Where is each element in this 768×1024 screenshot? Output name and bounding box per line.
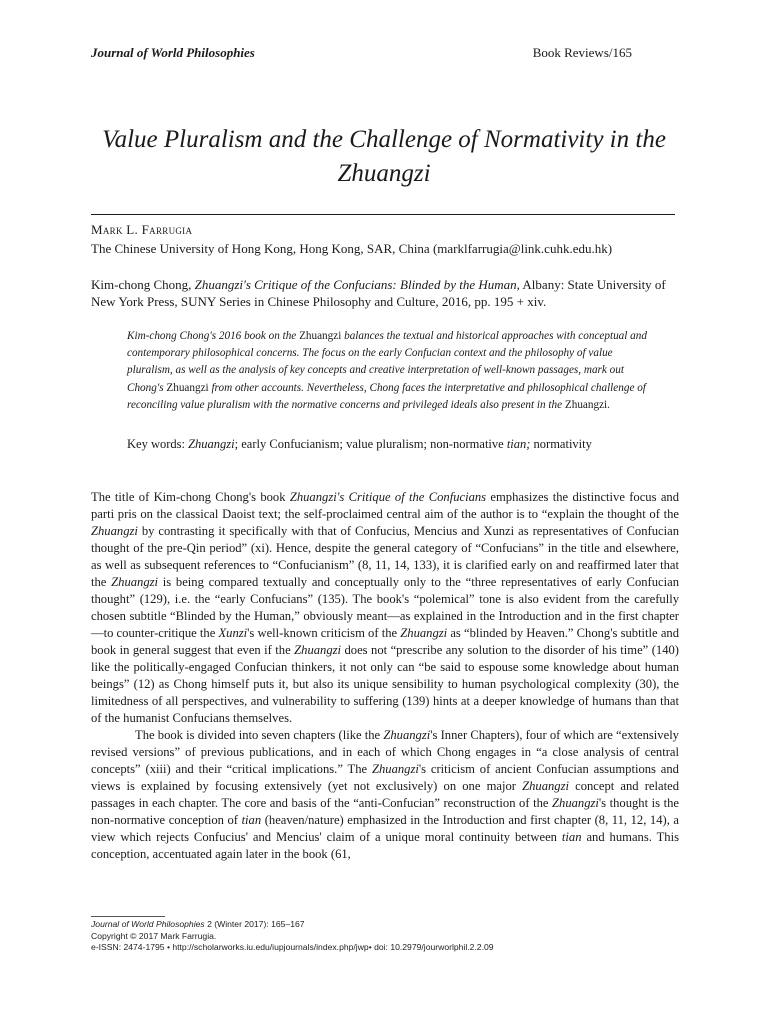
text-run: (heaven/nature) emphasized in the Introduction and first chapter (8, 11, 12, 14), a view which rejects Confucius' and Mencius' claim of a unique moral continuity between (91, 813, 679, 844)
footnote-issn: e-ISSN: 2474-1795 • http://scholarworks.iu.edu/iupjournals/index.php/jwp• doi: 10.2979/jourworlphil.2.2.09 (91, 942, 494, 953)
abstract-title-ref: Zhuangzi (564, 398, 608, 411)
text-run: by contrasting it specifically with that of Confucius, Mencius and Xunzi as representatives of Confucian thought of the pre-Qin period” (xi). Hence, despite the general category of “Confucians” in the title and elsewhere, as well as subsequent references to “Confucianism” (8, 11, 14, 133), it is clarified early on and reaffirmed later that the (91, 524, 679, 589)
italic-run: Zhuangzi's Critique of the Confucians (289, 490, 487, 504)
running-header-journal: Journal of World Philosophies (91, 45, 255, 60)
running-header-page: Book Reviews/165 (532, 45, 632, 60)
body-paragraph-1 (91, 489, 679, 727)
text-run: 's well-known criticism of the (247, 626, 401, 640)
text-run: does not “prescribe any solution to the disorder of his time” (140) like the politically-engaged Confucian thinkers, it not only can “be said to espouse some knowledge about human beings” (12) as Chong himself puts it, but also its unique sensibility to human psychological complexity (30), the limitedness of all perspectives, and vulnerability to suffering (139) hints at a deeper knowledge of humans than that of the humanist Confucians themselves. (91, 643, 680, 725)
text-run: concept and related passages in each chapter. The core and basis of the “anti-Confucian” reconstruction of the (91, 779, 679, 810)
footnote-journal-line (91, 919, 494, 931)
body-paragraph-2 (91, 727, 679, 863)
footnote (91, 919, 494, 954)
title-rule (91, 214, 675, 215)
footnote-journal: Journal of World Philosophies (91, 919, 205, 929)
italic-run: Zhuangzi (383, 728, 431, 742)
text-run: and humans. This conception, accentuated again later in the book (61, (91, 830, 679, 861)
text-run: The book is divided into seven chapters (like the (135, 728, 384, 742)
text-run: emphasizes the distinctive focus and parti pris on the classical Daoist text; the self-proclaimed central aim of the author is to “explain the thought of the (91, 490, 680, 521)
abstract-text: Kim-chong Chong's 2016 book on the (127, 330, 300, 342)
footnote-issue: 2 (Winter 2017): 165–167 (204, 919, 305, 929)
citation-book-title: Zhuangzi's Critique of the Confucians: Blinded by the Human, (194, 277, 520, 292)
text-run: 's Inner Chapters), four of which are “extensively revised versions” of previous publications, and in each of which Chong engages in “a close analysis of central concepts” (xiii) and their “critical implications.” The (91, 728, 679, 776)
body-text (91, 489, 679, 863)
author-name: Mark L. Farrugia (91, 222, 193, 237)
abstract (127, 328, 661, 414)
text-run: The title of Kim-chong Chong's book (91, 490, 290, 504)
italic-run: Zhuangzi (91, 524, 138, 538)
text-run: as “blinded by Heaven.” Chong's subtitle and book in general suggest that even if the (91, 626, 680, 657)
italic-run: tian (561, 830, 582, 844)
book-citation (91, 276, 677, 310)
footnote-rule (91, 916, 165, 917)
citation-author: Kim-chong Chong, (91, 277, 195, 292)
keywords-label: Key words: (127, 437, 189, 451)
text-run: 's criticism of ancient Confucian assumptions and views is explained by focusing extensively (yet not exclusively) on one major (91, 762, 679, 793)
author-affiliation: The Chinese University of Hong Kong, Hong Kong, SAR, China (marklfarrugia@link.cuhk.edu.hk) (91, 241, 613, 256)
citation-details: Albany: State University of New York Press, SUNY Series in Chinese Philosophy and Culture, 2016, pp. 195 + xiv. (91, 277, 666, 309)
abstract-text: balances the textual and historical approaches with conceptual and contemporary philosophical concerns. The focus on the early Confucian context and the philosophy of value pluralism, as well as the analysis of key concepts and creative interpretation of well-known passages, mark out Chong's (127, 330, 647, 394)
italic-run: Zhuangzi (294, 643, 342, 657)
keywords (127, 437, 592, 452)
text-run: is being compared textually and conceptually only to the “three representatives of early Confucian thought” (129), i.e. the “early Confucians” (135). The book's “polemical” tone is also evident from the carefully chosen subtitle “Blinded by the Human,” obviously meant—as explained in the Introduction and in the first chapter—to counter-critique the (91, 575, 679, 640)
text-run: 's thought is the non-normative conception of (91, 796, 679, 827)
keyword: ; early Confucianism; value pluralism; non-normative (234, 437, 507, 451)
abstract-text: . (607, 398, 610, 411)
keyword: normativity (530, 437, 592, 451)
abstract-title-ref: Zhuangzi (166, 381, 209, 394)
italic-run: Zhuangzi (552, 796, 599, 810)
abstract-text: from other accounts. Nevertheless, Chong faces the interpretative and philosophical challenge of reconciling value pluralism with the normative concerns and privileged ideals also present in the (127, 381, 646, 411)
italic-run: Zhuangzi (371, 762, 419, 776)
italic-run: tian (241, 813, 262, 827)
italic-run: Zhuangzi (400, 626, 448, 640)
italic-run: Xunzi (218, 626, 248, 640)
abstract-title-ref: Zhuangzi (299, 330, 342, 342)
keyword: Zhuangzi (188, 437, 235, 451)
keyword: tian; (506, 437, 531, 451)
italic-run: Zhuangzi (522, 779, 569, 793)
italic-run: Zhuangzi (111, 575, 159, 589)
footnote-copyright: Copyright © 2017 Mark Farrugia. (91, 930, 217, 941)
article-title: Value Pluralism and the Challenge of Normativity in the Zhuangzi (102, 126, 666, 187)
